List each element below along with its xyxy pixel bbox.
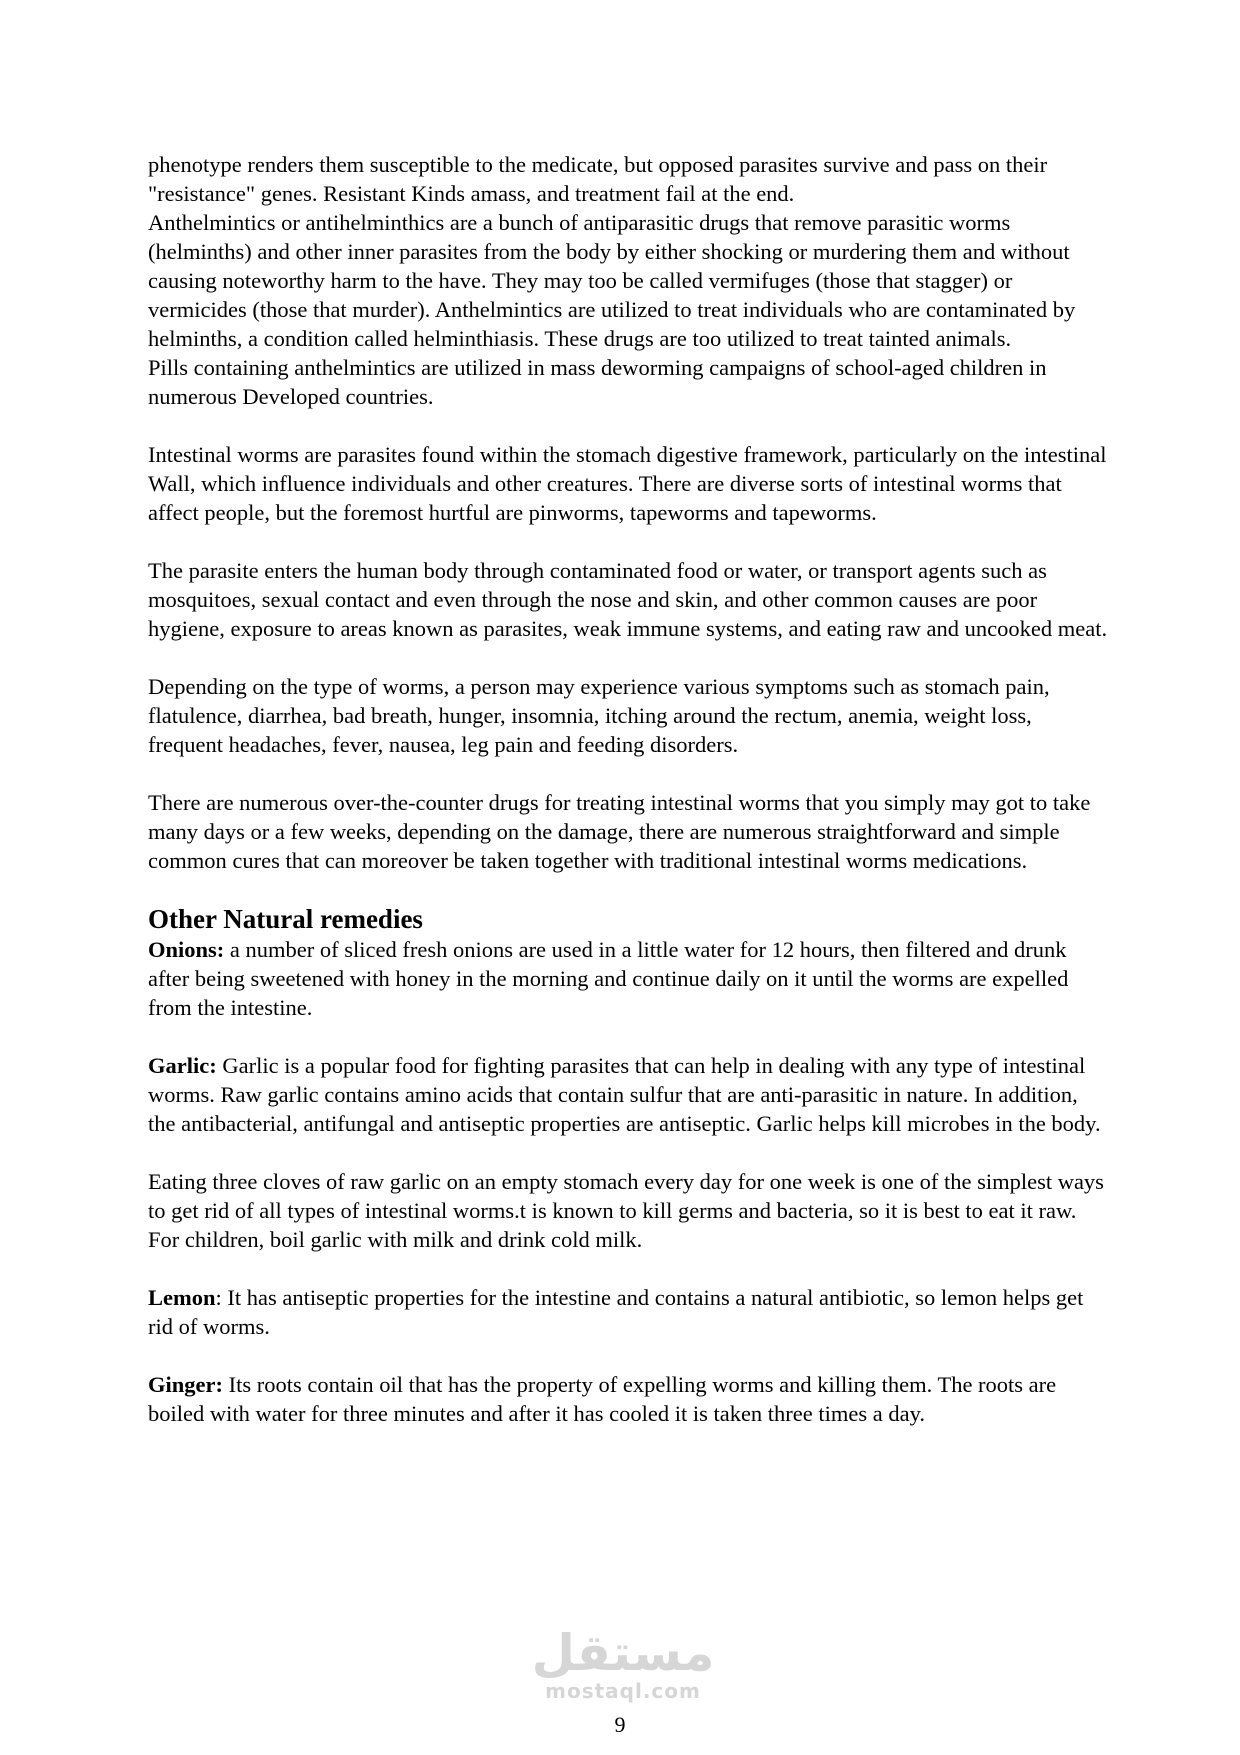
paragraph-intestinal-worms: Intestinal worms are parasites found within the stomach digestive framework, particularly on the intestinal Wall, which influence individuals and other creatures. There are diverse sorts of intestinal worms that affect people, but the foremost hurtful are pinworms, tapeworms and tapeworms. [148, 442, 1107, 525]
remedy-text-garlic: Garlic is a popular food for fighting parasites that can help in dealing with any type of intestinal worms. Raw garlic contains amino acids that contain sulfur that are anti-parasitic in nature. In addition, the antibacterial, antifungal and antiseptic properties are antiseptic. Garlic helps kill microbes in the body. [148, 1053, 1101, 1136]
remedy-onions [148, 935, 1108, 1022]
document-page [148, 150, 1108, 1428]
paragraph-transmission: The parasite enters the human body through contaminated food or water, or transport agents such as mosquitoes, sexual contact and even through the nose and skin, and other common causes are poor hygiene, exposure to areas known as parasites, weak immune systems, and eating raw and uncooked meat. [148, 558, 1108, 641]
paragraph-garlic-usage: Eating three cloves of raw garlic on an empty stomach every day for one week is one of the simplest ways to get rid of all types of intestinal worms.t is known to kill germs and bacteria, so it is best to eat it raw. For children, boil garlic with milk and drink cold milk. [148, 1169, 1104, 1252]
watermark-logo [528, 1626, 718, 1726]
remedy-term-lemon: Lemon [148, 1285, 216, 1310]
page-number: 9 [614, 1712, 626, 1737]
paragraph-resistance: phenotype renders them susceptible to the medicate, but opposed parasites survive and pass on their "resistance" genes. Resistant Kinds amass, and treatment fail at the end. [148, 152, 1048, 206]
paragraph-symptoms: Depending on the type of worms, a person may experience various symptoms such as stomach pain, flatulence, diarrhea, bad breath, hunger, insomnia, itching around the rectum, anemia, weight loss, frequent headaches, fever, nausea, leg pain and feeding disorders. [148, 674, 1050, 757]
paragraph-deworming-pills: Pills containing anthelmintics are utilized in mass deworming campaigns of school-aged children in numerous Developed countries. [148, 355, 1047, 409]
remedy-lemon [148, 1283, 1108, 1341]
remedy-garlic [148, 1051, 1108, 1138]
paragraph-treatments: There are numerous over-the-counter drugs for treating intestinal worms that you simply may got to take many days or a few weeks, depending on the damage, there are numerous straightforward and simple common cures that can moreover be taken together with traditional intestinal worms medications. [148, 790, 1091, 873]
remedy-text-ginger: Its roots contain oil that has the property of expelling worms and killing them. The roots are boiled with water for three minutes and after it has cooled it is taken three times a day. [148, 1372, 1057, 1426]
remedy-ginger [148, 1370, 1108, 1428]
section-heading: Other Natural remedies [148, 904, 423, 934]
remedy-text-lemon: : It has antiseptic properties for the intestine and contains a natural antibiotic, so lemon helps get rid of worms. [148, 1285, 1084, 1339]
remedy-term-ginger: Ginger: [148, 1372, 223, 1397]
remedy-text-onions: a number of sliced fresh onions are used in a little water for 12 hours, then filtered and drunk after being sweetened with honey in the morning and continue daily on it until the worms are expelled from the intestine. [148, 937, 1069, 1020]
remedy-term-garlic: Garlic: [148, 1053, 217, 1078]
remedy-term-onions: Onions: [148, 937, 225, 962]
paragraph-anthelmintics: Anthelmintics or antihelminthics are a bunch of antiparasitic drugs that remove parasitic worms (helminths) and other inner parasites from the body by either shocking or murdering them and without causing noteworthy harm to the have. They may too be called vermifuges (those that stagger) or vermicides (those that murder). Anthelmintics are utilized to treat individuals who are contaminated by helminths, a condition called helminthiasis. These drugs are too utilized to treat tainted animals. [148, 210, 1076, 351]
watermark-logo-text: مستقل [531, 1624, 715, 1682]
watermark-url: mostaql.com [545, 1679, 701, 1703]
